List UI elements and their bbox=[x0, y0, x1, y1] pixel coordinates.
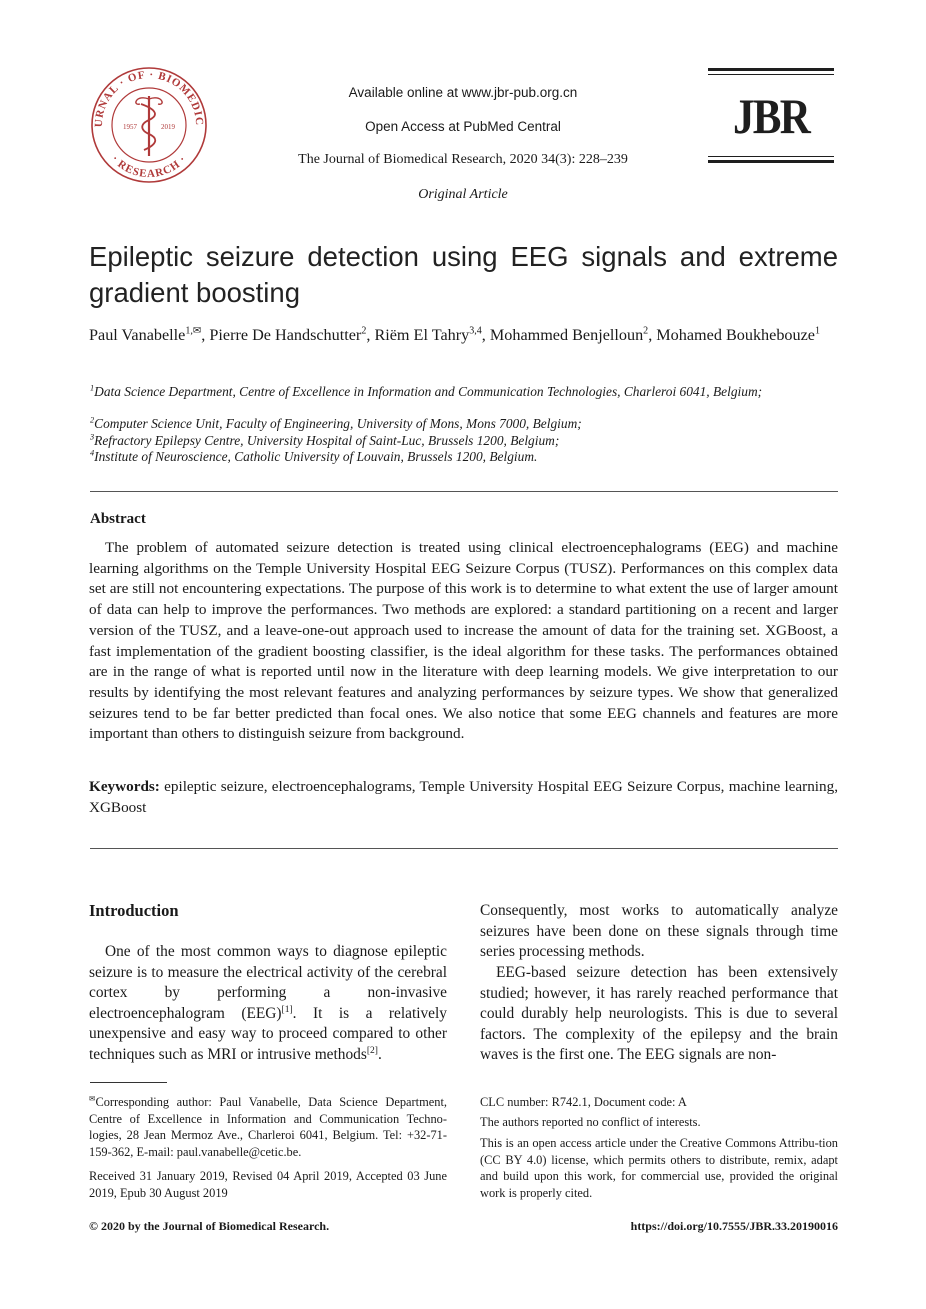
journal-seal-logo bbox=[88, 66, 210, 184]
keywords-block bbox=[89, 777, 838, 818]
svg-text:1957: 1957 bbox=[123, 123, 137, 131]
article-title: Epileptic seizure detection using EEG signals and extreme gradient boosting bbox=[89, 241, 838, 308]
footnote-rule bbox=[90, 1082, 167, 1083]
received-dates-note: Received 31 January 2019, Revised 04 April 2019, Accepted 03 June 2019, Epub 30 August 2019 bbox=[89, 1169, 447, 1200]
affiliation-3 bbox=[90, 433, 838, 449]
affiliation-number: 4 bbox=[90, 448, 95, 458]
affiliation-4 bbox=[90, 449, 838, 465]
jbr-bottom-rule bbox=[708, 160, 834, 163]
author-affiliation-sup: 1,✉ bbox=[185, 325, 202, 337]
affiliation-text: Refractory Epilepsy Centre, University Hospital of Saint-Luc, Brussels 1200, Belgium; bbox=[94, 433, 560, 448]
affiliation-number: 2 bbox=[90, 415, 95, 425]
introduction-paragraph bbox=[89, 942, 447, 1066]
affiliation-text: Data Science Department, Centre of Excellence in Information and Communication Technologies, Charleroi 6041, Belgium; bbox=[94, 384, 763, 399]
footer-copyright: © 2020 by the Journal of Biomedical Research. bbox=[89, 1219, 330, 1233]
journal-seal-svg bbox=[88, 66, 210, 184]
right-column-paragraph-1: Consequently, most works to automatically analyze seizures have been done on these signals through time series processing methods. bbox=[480, 902, 838, 961]
affiliation-1 bbox=[90, 384, 838, 400]
introduction-heading: Introduction bbox=[89, 901, 179, 920]
author-name: Mohammed Benjelloun bbox=[489, 326, 644, 344]
author-affiliation-sup: 2 bbox=[361, 325, 367, 337]
license-note: This is an open access article under the Creative Commons Attribu-tion (CC BY 4.0) license, which permits others to distribute, remix, adapt and build upon this work, for commercial use, provided the original work is properly cited. bbox=[480, 1136, 838, 1200]
jbr-bottom-rule-thin bbox=[708, 156, 834, 157]
jbr-top-rule bbox=[708, 68, 834, 71]
keywords-text: epileptic seizure, electroencephalograms, Temple University Hospital EEG Seizure Corpus, machine learning, XGBoost bbox=[89, 778, 838, 816]
affiliation-number: 3 bbox=[90, 432, 95, 442]
keywords-label: Keywords: bbox=[89, 778, 160, 795]
author-name: Paul Vanabelle bbox=[89, 326, 186, 344]
article-type: Original Article bbox=[418, 187, 508, 202]
svg-text:· RESEARCH ·: · RESEARCH · bbox=[108, 153, 190, 181]
journal-citation: The Journal of Biomedical Research, 2020 34(3): 228–239 bbox=[298, 152, 628, 167]
author-name: Riëm El Tahry bbox=[374, 326, 470, 344]
available-online-line: Available online at www.jbr-pub.org.cn bbox=[348, 85, 578, 100]
author-name: Pierre De Handschutter bbox=[209, 326, 362, 344]
jbr-top-rule-thin bbox=[708, 74, 834, 75]
citation-ref[interactable]: [1] bbox=[281, 1003, 293, 1015]
abstract-heading: Abstract bbox=[90, 511, 146, 527]
author-affiliation-sup: 3,4 bbox=[469, 325, 482, 337]
citation-ref[interactable]: [2] bbox=[366, 1044, 378, 1056]
corresponding-author-note bbox=[89, 1094, 447, 1160]
conflict-note: The authors reported no conflict of interests. bbox=[480, 1115, 701, 1129]
divider bbox=[90, 848, 838, 849]
open-access-line: Open Access at PubMed Central bbox=[365, 119, 561, 134]
svg-text:2019: 2019 bbox=[161, 123, 175, 131]
author-affiliation-sup: 1 bbox=[814, 325, 820, 337]
affiliation-text: Institute of Neuroscience, Catholic University of Louvain, Brussels 1200, Belgium. bbox=[94, 449, 538, 464]
footnote-text: Corresponding author: Paul Vanabelle, Data Science Department, Centre of Excellence in Information and Communication Techno-logies, 28 Jean Mermoz Ave., Charleroi 6041, Belgium. Tel: +32-71-159-362, E-mail: paul.vanabelle@cetic.be. bbox=[89, 1095, 447, 1159]
author-name: Mohamed Boukhebouze bbox=[656, 326, 815, 344]
author-affiliation-sup: 2 bbox=[643, 325, 649, 337]
svg-text:JOURNAL · OF · BIOMEDICAL: URNAL · OF · BIOMEDIC bbox=[92, 68, 206, 128]
clc-number-note: CLC number: R742.1, Document code: A bbox=[480, 1095, 687, 1109]
divider bbox=[90, 491, 838, 492]
intro-text: One of the most common ways to diagnose epileptic seizure is to measure the electrical activity of the cerebral cortex by performing a non-invasive electroencephalogram (EEG) bbox=[89, 943, 447, 1022]
jbr-logo-text: JBR bbox=[732, 88, 810, 144]
envelope-icon: ✉ bbox=[89, 1093, 96, 1103]
intro-text: . It is a relatively unexpensive and easy way to proceed compared to other techniques such as MRI or intrusive methods bbox=[89, 1004, 447, 1063]
right-column-paragraph-2: EEG-based seizure detection has been extensively studied; however, it has rarely reached performance that could durably help neurologists. This is due to several factors. The complexity of the epilepsy and the brain waves is the first one. The EEG signals are non- bbox=[480, 964, 838, 1064]
affiliation-text: Computer Science Unit, Faculty of Engineering, University of Mons, Mons 7000, Belgium; bbox=[94, 416, 582, 431]
affiliation-2 bbox=[90, 416, 838, 432]
affiliation-number: 1 bbox=[90, 383, 95, 393]
author-list: Paul Vanabelle$^{1,✉}$, Pierre De Handschutter$^2$, Riëm El Tahry$^{3,4}$, Mohammed Benjelloun$^2$, Mohamed Boukhebouze$^1$ bbox=[89, 325, 820, 344]
abstract-text: The problem of automated seizure detection is treated using clinical electroencephalograms (EEG) and machine learning algorithms on the Temple University Hospital EEG Seizure Corpus (TUSZ). Performances on this complex data set are still not encountering expectations. The purpose of this work is to determine to what extent the use of larger amount of data can help to improve the performances. Two methods are explored: a standard partitioning on a recent and larger version of the TUSZ, and a leave-one-out approach used to increase the amount of data for the training set. XGBoost, a fast implementation of the gradient boosting classifier, is the ideal algorithm for these tasks. The performances obtained are in the range of what is reported until now in the literature with deep learning models. We give interpretation to our results by identifying the most relevant features and analyzing performances by seizure types. We show that generalized seizures tend to be far better predicted than focal ones. We also notice that some EEG channels and features are more important than others to distinguish seizure from background. bbox=[89, 539, 838, 743]
footer-doi-link[interactable]: https://doi.org/10.7555/JBR.33.20190016 bbox=[630, 1219, 838, 1233]
intro-text: . bbox=[377, 1045, 382, 1063]
